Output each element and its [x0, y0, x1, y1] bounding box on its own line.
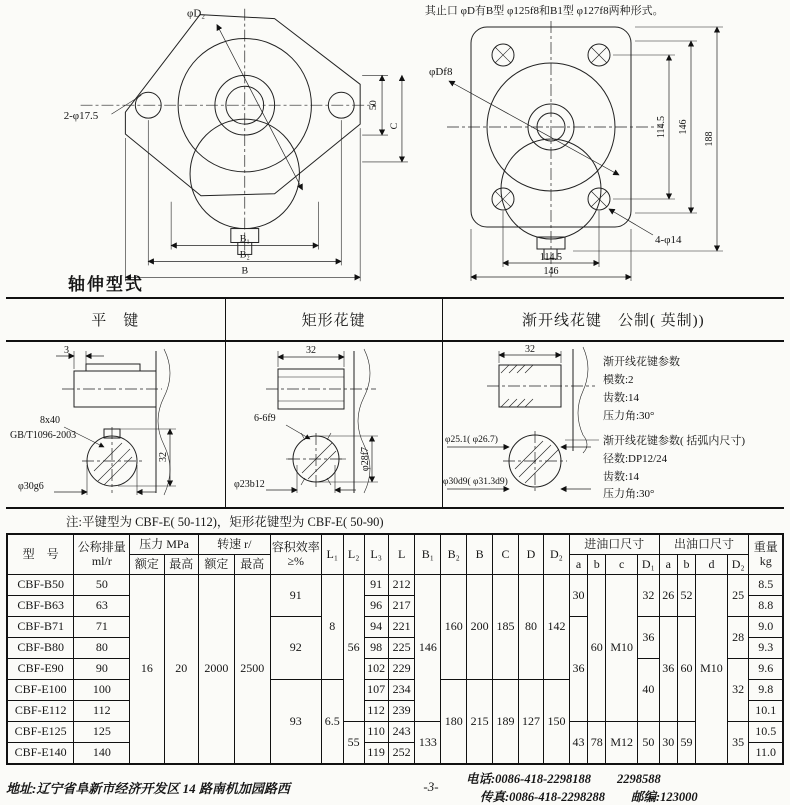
footer-fax-line — [466, 787, 784, 805]
col-d: D — [518, 534, 543, 575]
rect-spline-drawing — [226, 343, 442, 501]
cell-d: 80 — [518, 575, 543, 680]
cell-b1: 146 — [415, 575, 441, 722]
dim-label-h114-5: 114.5 — [539, 252, 562, 263]
cell-l: 243 — [388, 722, 415, 743]
cell-l3: 91 — [364, 575, 388, 596]
dim-label-2-phi17-5: 2-φ17.5 — [63, 110, 99, 123]
col-pressure-rated: 额定 — [130, 555, 164, 575]
dim-label-c: C — [388, 122, 400, 130]
cell-d2: 150 — [544, 680, 570, 765]
dim-label-h146: 146 — [543, 266, 559, 277]
dim-label-32-involute: 32 — [524, 344, 535, 355]
cell-out-d2: 25 — [727, 575, 749, 617]
dim-label-phi-df8: φDf8 — [428, 66, 453, 78]
col-l3: L₃ — [364, 534, 388, 575]
dim-label-v188: 188 — [703, 131, 715, 147]
col-l1: L₁ — [321, 534, 343, 575]
involute-spline-drawing — [443, 343, 783, 501]
footer-phone-line — [466, 769, 784, 787]
dim-label-v146: 146 — [677, 119, 689, 135]
cell-disp: 63 — [74, 596, 130, 617]
cell-l: 212 — [388, 575, 415, 596]
cell-out-b: 59 — [677, 722, 695, 765]
cell-l: 217 — [388, 596, 415, 617]
key-size-label: 8x40 — [40, 415, 60, 426]
footer-zip: 邮编:123000 — [631, 790, 698, 804]
cell-model: CBF-B80 — [7, 638, 74, 659]
flange-note: 其止口 φD有B型 φ125f8和B1型 φ127f8两种形式。 — [424, 5, 664, 17]
col-inlet-a: a — [569, 555, 587, 575]
dim-label-b2: B₂ — [239, 249, 250, 261]
col-inlet-c: c — [606, 555, 638, 575]
cell-disp: 100 — [74, 680, 130, 701]
cell-out-a: 26 — [659, 575, 677, 617]
col-displacement-label: 公称排量 — [77, 539, 126, 554]
cell-model: CBF-B63 — [7, 596, 74, 617]
cell-d: 127 — [518, 680, 543, 765]
involute-metric-line2: 模数:2 — [602, 374, 634, 386]
cell-l2: 55 — [343, 722, 364, 765]
cell-kg: 10.5 — [749, 722, 783, 743]
cell-c: 185 — [493, 575, 519, 680]
flat-key-cell — [6, 342, 225, 507]
cell-kg: 10.1 — [749, 701, 783, 722]
cell-c: 189 — [493, 680, 519, 765]
right-drawing-dimensions — [429, 27, 723, 281]
spec-table — [6, 533, 784, 765]
cell-model: CBF-E140 — [7, 743, 74, 765]
cell-l: 234 — [388, 680, 415, 701]
dim-label-3: 3 — [64, 345, 69, 356]
col-l2: L₂ — [343, 534, 364, 575]
col-outlet: 出油口尺寸 — [659, 534, 749, 555]
cell-b2: 160 — [441, 575, 467, 680]
cell-model: CBF-E112 — [7, 701, 74, 722]
cell-b: 200 — [467, 575, 493, 680]
involute-spline-cell — [442, 342, 784, 507]
cell-l: 221 — [388, 617, 415, 638]
teeth-label: 6-6f9 — [253, 413, 276, 424]
col-b: B — [467, 534, 493, 575]
involute-shapes — [487, 347, 595, 493]
rect-spline-dimensions — [234, 345, 378, 493]
col-outlet-a: a — [659, 555, 677, 575]
cell-l3: 94 — [364, 617, 388, 638]
col-model: 型 号 — [7, 534, 74, 575]
cell-kg: 8.5 — [749, 575, 783, 596]
cell-out-a: 36 — [659, 617, 677, 722]
table-row — [7, 617, 783, 638]
left-drawing-dimensions — [64, 8, 408, 282]
col-b1: B₁ — [415, 534, 441, 575]
cell-b1: 133 — [415, 722, 441, 765]
cell-in-d1: 50 — [638, 722, 660, 765]
col-outlet-d: d — [696, 555, 728, 575]
cell-l3: 96 — [364, 596, 388, 617]
dim-label-phi23b12: φ23b12 — [233, 479, 265, 490]
cell-model: CBF-E100 — [7, 680, 74, 701]
footer-phone2: 2298588 — [617, 772, 661, 786]
cell-l3: 110 — [364, 722, 388, 743]
col-efficiency — [270, 534, 321, 575]
dim-label-b: B — [241, 265, 249, 277]
table-row — [7, 575, 783, 596]
cell-model: CBF-B50 — [7, 575, 74, 596]
cell-l: 252 — [388, 743, 415, 765]
cell-eff: 93 — [270, 680, 321, 765]
col-efficiency-unit: ≥% — [287, 553, 305, 568]
cell-in-d1: 40 — [638, 659, 660, 722]
key-standard-label: GB/T1096-2003 — [10, 430, 77, 441]
dim-label-phi-d2: φD₂ — [187, 7, 206, 20]
involute-inch-line1: 渐开线花键参数( 括弧内尺寸) — [602, 435, 745, 447]
rect-spline-cell — [225, 342, 442, 507]
dim-label-phi28f7: φ28f7 — [359, 446, 371, 472]
dim-label-phi30g6: φ30g6 — [18, 481, 44, 492]
cell-disp: 90 — [74, 659, 130, 680]
col-inlet-d1: D₁ — [638, 555, 660, 575]
cell-disp: 112 — [74, 701, 130, 722]
footer-contact — [466, 769, 784, 805]
cell-kg: 9.6 — [749, 659, 783, 680]
cell-pressure-max: 20 — [164, 575, 198, 765]
cell-out-b: 60 — [677, 617, 695, 722]
left-drawing-body — [125, 15, 360, 255]
cell-disp: 71 — [74, 617, 130, 638]
col-weight — [749, 534, 783, 575]
cell-b: 215 — [467, 680, 493, 765]
cell-disp: 125 — [74, 722, 130, 743]
cell-disp: 140 — [74, 743, 130, 765]
cell-kg: 11.0 — [749, 743, 783, 765]
cell-l2: 56 — [343, 575, 364, 722]
involute-inch-line4: 压力角:30° — [602, 488, 655, 500]
cell-out-b: 52 — [677, 575, 695, 617]
shaft-type-drawings-row — [6, 342, 784, 507]
cell-model: CBF-E125 — [7, 722, 74, 743]
cell-pressure-rated: 16 — [130, 575, 164, 765]
footer-phone: 电话:0086-418-2298188 — [466, 772, 591, 786]
cell-out-d2: 35 — [727, 722, 749, 765]
cell-in-a: 43 — [569, 722, 587, 765]
col-speed-rated: 额定 — [198, 555, 234, 575]
spec-table-header — [7, 534, 783, 575]
cell-eff: 91 — [270, 575, 321, 617]
cell-b2: 180 — [441, 680, 467, 765]
cell-l3: 119 — [364, 743, 388, 765]
page-footer — [6, 769, 784, 805]
cell-out-a: 30 — [659, 722, 677, 765]
dim-label-32-flat: 32 — [158, 452, 169, 462]
col-l: L — [388, 534, 415, 575]
cell-model: CBF-E90 — [7, 659, 74, 680]
cell-in-a: 30 — [569, 575, 587, 617]
cell-kg: 8.8 — [749, 596, 783, 617]
cell-d2: 142 — [544, 575, 570, 680]
cell-l: 225 — [388, 638, 415, 659]
col-c: C — [493, 534, 519, 575]
col-speed: 转速 r/ — [198, 534, 270, 555]
dim-label-phi30d9: φ30d9( φ31.3d9) — [442, 477, 508, 487]
col-weight-label: 重量 — [753, 539, 778, 554]
col-displacement-unit: ml/r — [91, 553, 112, 568]
cell-in-d1: 36 — [638, 617, 660, 659]
cell-l3: 102 — [364, 659, 388, 680]
page-number: -3- — [423, 779, 439, 794]
shaft-type-involute-header: 渐开线花键 公制( 英制)) — [442, 299, 784, 340]
col-pressure: 压力 MPa — [130, 534, 199, 555]
flat-key-dimensions — [10, 345, 176, 495]
involute-metric-line3: 齿数:14 — [602, 392, 639, 404]
flat-key-shapes — [62, 349, 170, 495]
col-displacement — [74, 534, 130, 575]
key-type-note: 注:平键型为 CBF-E( 50-112)，矩形花键型为 CBF-E( 50-90) — [66, 515, 384, 529]
cell-out-d2: 28 — [727, 617, 749, 659]
cell-l3: 112 — [364, 701, 388, 722]
cell-speed-rated: 2000 — [198, 575, 234, 765]
cell-l: 239 — [388, 701, 415, 722]
cell-disp: 50 — [74, 575, 130, 596]
cell-in-d1: 32 — [638, 575, 660, 617]
cell-out-d2: 32 — [727, 659, 749, 722]
col-b2: B₂ — [441, 534, 467, 575]
involute-inch-line2: 径数:DP12/24 — [602, 453, 667, 465]
dim-label-4-phi14: 4-φ14 — [654, 234, 682, 246]
cell-kg: 9.8 — [749, 680, 783, 701]
shaft-type-flat-key-header: 平 键 — [91, 313, 140, 329]
cell-disp: 80 — [74, 638, 130, 659]
col-d2: D₂ — [544, 534, 570, 575]
cell-in-c: M10 — [606, 575, 638, 722]
cell-model: CBF-B71 — [7, 617, 74, 638]
involute-inch-line3: 齿数:14 — [602, 471, 639, 483]
col-efficiency-label: 容积效率 — [271, 539, 320, 554]
shaft-type-rect-spline-header: 矩形花键 — [225, 299, 442, 340]
involute-metric-line1: 渐开线花键参数 — [602, 356, 680, 368]
right-pump-drawing — [423, 19, 783, 285]
col-inlet: 进油口尺寸 — [569, 534, 659, 555]
cell-in-c: M12 — [606, 722, 638, 765]
left-pump-drawing — [6, 2, 419, 286]
dim-label-50: 50 — [368, 100, 380, 111]
dim-label-32-rect: 32 — [305, 345, 316, 356]
spec-table-body — [7, 575, 783, 765]
cell-l1: 8 — [321, 575, 343, 680]
cell-in-b: 60 — [588, 575, 606, 722]
col-pressure-max: 最高 — [164, 555, 198, 575]
dim-label-phi25: φ25.1( φ26.7) — [444, 435, 498, 445]
shaft-section-title: 轴伸型式 — [68, 275, 144, 294]
cell-out-d: M10 — [696, 575, 728, 765]
right-pump-drawing-block — [423, 2, 784, 286]
col-inlet-b: b — [588, 555, 606, 575]
cell-speed-max: 2500 — [234, 575, 270, 765]
col-outlet-b: b — [677, 555, 695, 575]
shaft-type-table — [6, 297, 784, 509]
cell-kg: 9.0 — [749, 617, 783, 638]
shaft-type-header-row — [6, 299, 784, 342]
dim-label-b1: B₁ — [239, 233, 250, 245]
cell-l1: 6.5 — [321, 680, 343, 765]
cell-in-b: 78 — [588, 722, 606, 765]
pump-drawings — [6, 2, 784, 286]
cell-l: 229 — [388, 659, 415, 680]
table-row — [7, 722, 783, 743]
col-speed-max: 最高 — [234, 555, 270, 575]
footer-address: 地址:辽宁省阜新市经济开发区 14 路南机加园路西 — [6, 780, 290, 796]
footer-fax: 传真:0086-418-2298288 — [480, 790, 605, 804]
cell-eff: 92 — [270, 617, 321, 680]
flat-key-drawing — [6, 343, 222, 501]
involute-metric-line4: 压力角:30° — [602, 410, 655, 422]
cell-kg: 9.3 — [749, 638, 783, 659]
involute-dimensions — [443, 344, 745, 500]
dim-label-v114-5: 114.5 — [655, 115, 667, 139]
col-weight-unit: kg — [759, 553, 772, 568]
cell-l3: 107 — [364, 680, 388, 701]
col-outlet-d2: D₂ — [727, 555, 749, 575]
cell-in-a: 36 — [569, 617, 587, 722]
cell-l3: 98 — [364, 638, 388, 659]
